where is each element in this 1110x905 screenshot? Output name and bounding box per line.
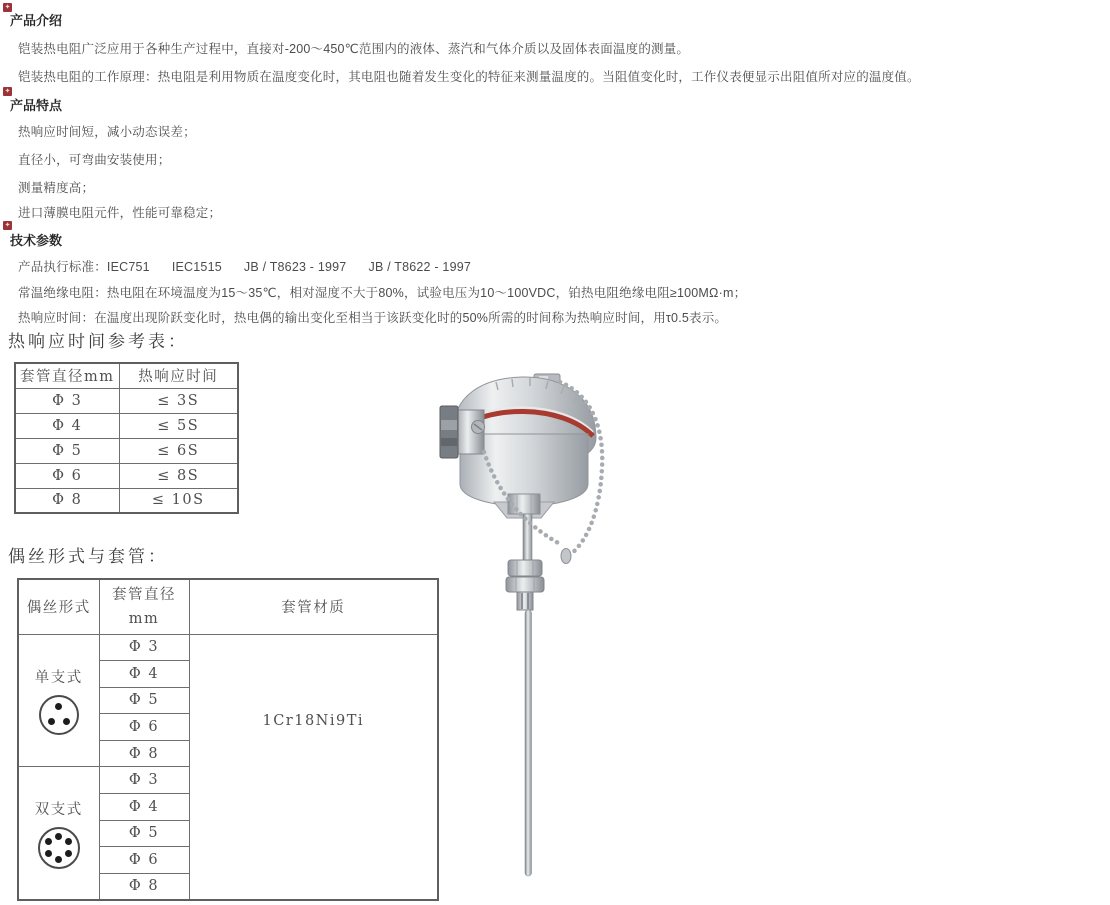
diameter-cell: Φ 5 (15, 438, 119, 463)
response-table-title: 热响应时间参考表： (8, 332, 188, 352)
tech-response-line: 热响应时间：在温度出现阶跃变化时，热电偶的输出变化至相当于该跃变化时的50%所需的时间称为热响应时间，用τ0.5表示。 (18, 311, 728, 325)
sleeve-material-cell: 1Cr18Ni9Ti (189, 634, 438, 900)
wire-table-title: 偶丝形式与套管： (8, 547, 168, 567)
product-photo-thermal-probe (438, 372, 610, 888)
feature-item: 测量精度高； (18, 181, 95, 195)
intro-paragraph-1: 铠装热电阻广泛应用于各种生产过程中，直接对-200～450℃范围内的液体、蒸汽和气体介质以及固体表面温度的测量。 (18, 42, 690, 56)
double-element-label: 双支式 (34, 801, 83, 818)
table-row (15, 413, 238, 438)
table-row (15, 388, 238, 413)
diameter-cell: Φ 6 (99, 714, 189, 741)
intro-paragraph-2: 铠装热电阻的工作原理：热电阻是利用物质在温度变化时，其电阻也随着发生变化的特征来测量温度的。当阻值变化时，工作仪表便显示出阻值所对应的温度值。 (18, 70, 920, 84)
probe-illustration (438, 372, 610, 888)
feature-item: 直径小，可弯曲安装使用； (18, 153, 171, 167)
single-element-icon (39, 695, 79, 735)
section-bullet-icon: ✦ (4, 4, 11, 11)
response-time-cell: ≤ 8S (119, 463, 238, 488)
feature-item: 热响应时间短，减小动态误差； (18, 125, 196, 139)
tech-section-title: 技术参数 (10, 233, 63, 248)
column-header-sleeve-diameter: 套管直径 mm (99, 579, 189, 634)
table-header-row (18, 579, 438, 634)
diameter-cell: Φ 3 (99, 767, 189, 794)
single-element-group-cell (18, 634, 99, 767)
response-time-cell: ≤ 3S (119, 388, 238, 413)
section-bullet-icon: ✦ (4, 222, 11, 229)
tech-standard-line: 产品执行标准：IEC751 IEC1515 JB / T8623 - 1997 JB / T8622 - 1997 (18, 260, 472, 274)
table-row (18, 634, 438, 661)
response-time-cell: ≤ 5S (119, 413, 238, 438)
diameter-cell: Φ 5 (99, 687, 189, 714)
table-header-row (15, 363, 238, 388)
table-row (15, 463, 238, 488)
diameter-cell: Φ 6 (99, 847, 189, 874)
tech-insulation-line: 常温绝缘电阻：热电阻在环境温度为15～35℃，相对湿度不大于80%，试验电压为10～100VDC，铂热电阻绝缘电阻≥100MΩ·m； (18, 286, 747, 300)
single-element-label: 单支式 (34, 669, 83, 686)
table-row (15, 438, 238, 463)
intro-section-title: 产品介绍 (10, 13, 63, 28)
diameter-cell: Φ 4 (99, 661, 189, 688)
wire-form-sleeve-table (17, 578, 439, 901)
diameter-cell: Φ 4 (99, 794, 189, 821)
diameter-cell: Φ 3 (99, 634, 189, 661)
feature-item: 进口薄膜电阻元件，性能可靠稳定； (18, 206, 222, 220)
diameter-cell: Φ 6 (15, 463, 119, 488)
column-header-response-time: 热响应时间 (119, 363, 238, 388)
diameter-cell: Φ 8 (99, 873, 189, 900)
column-header-diameter: 套管直径mm (15, 363, 119, 388)
column-header-sleeve-material: 套管材质 (189, 579, 438, 634)
response-time-table (14, 362, 239, 514)
diameter-cell: Φ 8 (15, 488, 119, 513)
diameter-cell: Φ 5 (99, 820, 189, 847)
double-element-icon (38, 827, 80, 869)
diameter-cell: Φ 8 (99, 740, 189, 767)
diameter-cell: Φ 4 (15, 413, 119, 438)
double-element-group-cell (18, 767, 99, 900)
column-header-wire-form: 偶丝形式 (18, 579, 99, 634)
response-time-cell: ≤ 10S (119, 488, 238, 513)
table-row (15, 488, 238, 513)
diameter-cell: Φ 3 (15, 388, 119, 413)
section-bullet-icon: ✦ (4, 88, 11, 95)
response-time-cell: ≤ 6S (119, 438, 238, 463)
features-section-title: 产品特点 (10, 98, 63, 113)
